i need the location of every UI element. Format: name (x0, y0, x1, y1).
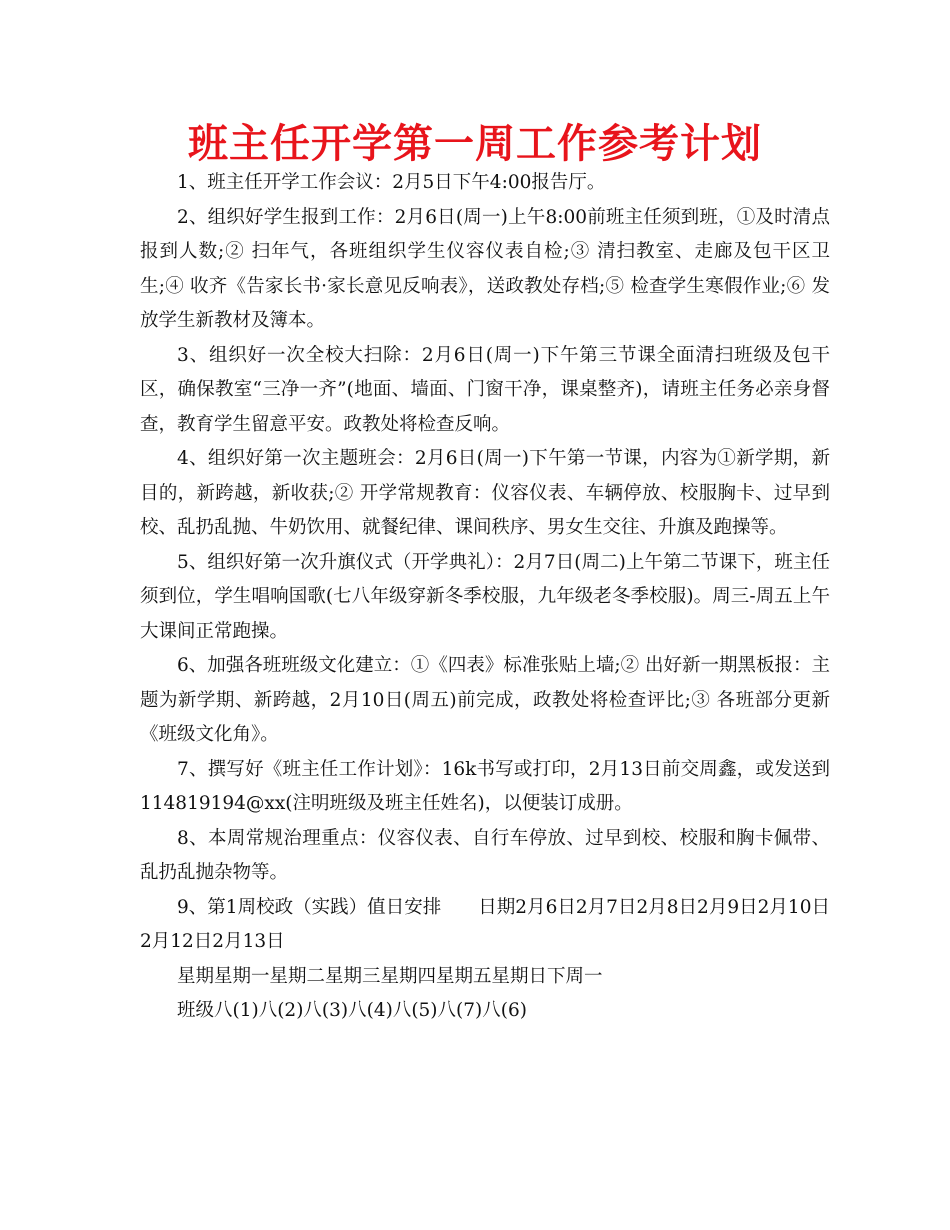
paragraph-4: 4、组织好第一次主题班会：2月6日(周一)下午第一节课，内容为①新学期，新目的，新跨越，新收获;② 开学常规教育：仪容仪表、车辆停放、校服胸卡、过早到校、乱扔乱抛、牛奶饮用、就餐纪律、课间秩序、男女生交往、升旗及跑操等。 (140, 448, 830, 538)
paragraph-duty-schedule-weekdays: 星期星期一星期二星期三星期四星期五星期日下周一 (177, 965, 603, 987)
paragraph-5: 5、组织好第一次升旗仪式（开学典礼）：2月7日(周二)上午第二节课下，班主任须到位，学生唱响国歌(七八年级穿新冬季校服，九年级老冬季校服)。周三-周五上午大课间正常跑操。 (140, 551, 830, 642)
paragraph-3: 3、组织好一次全校大扫除：2月6日(周一)下午第三节课全面清扫班级及包干区，确保教室“三净一齐”(地面、墙面、门窗干净，课桌整齐)，请班主任务必亲身督查，教育学生留意平安。政教处将检查反响。 (140, 344, 830, 435)
paragraph-duty-schedule-classes: 班级八(1)八(2)八(3)八(4)八(5)八(7)八(6) (177, 1000, 527, 1021)
paragraph-9-duty-schedule-dates: 9、第1周校政（实践）值日安排 日期2月6日2月7日2月8日2月9日2月10日2月12日2月13日 (140, 896, 830, 952)
paragraph-8: 8、本周常规治理重点：仪容仪表、自行车停放、过早到校、校服和胸卡佩带、乱扔乱抛杂物等。 (140, 827, 830, 883)
paragraph-6: 6、加强各班班级文化建立：①《四表》标准张贴上墙;② 出好新一期黑板报：主题为新学期、新跨越，2月10日(周五)前完成，政教处将检查评比;③ 各班部分更新《班级文化角》。 (140, 655, 830, 745)
document-title: 班主任开学第一周工作参考计划 (188, 121, 762, 167)
paragraph-7: 7、撰写好《班主任工作计划》：16k书写或打印，2月13日前交周鑫，或发送到114819194@xx(注明班级及班主任姓名)，以便装订成册。 (140, 758, 830, 814)
paragraph-2: 2、组织好学生报到工作：2月6日(周一)上午8:00前班主任须到班，①及时清点报到人数;② 扫年气，各班组织学生仪容仪表自检;③ 清扫教室、走廊及包干区卫生;④ 收齐《告家长书·家长意见反响表》，送政教处存档;⑤ 检查学生寒假作业;⑥ 发放学生新教材及簿本。 (140, 206, 830, 331)
paragraph-1: 1、班主任开学工作会议：2月5日下午4:00报告厅。 (177, 172, 606, 193)
document-body (140, 166, 830, 1029)
